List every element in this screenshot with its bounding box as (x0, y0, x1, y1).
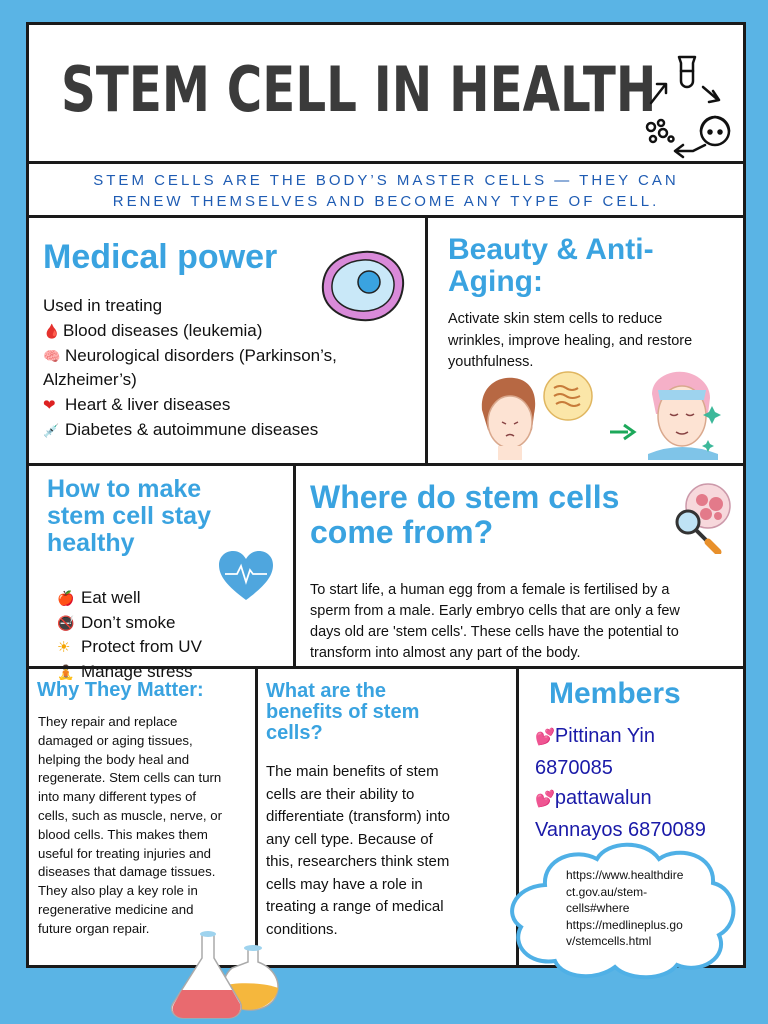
list-item (43, 418, 337, 444)
syringe-icon: 💉 (43, 423, 60, 438)
where-body (310, 580, 680, 664)
why-body-line: diseases that damage tissues. (38, 864, 216, 880)
list-item (57, 635, 202, 660)
medical-list (43, 319, 337, 444)
benefits-body-line: cells may have a role in (266, 875, 423, 893)
list-item-text: Heart & liver diseases (65, 394, 231, 414)
beauty-body-line: wrinkles, improve healing, and restore (448, 332, 693, 349)
member-id: Vannayos 6870089 (535, 819, 706, 841)
why-section (29, 669, 255, 965)
why-body-line: regenerate. Stem cells can turn (38, 770, 222, 786)
list-item-text: Don’t smoke (81, 612, 176, 632)
hearts-icon: 💕 (535, 791, 555, 808)
source-link-line[interactable]: cells#where (566, 901, 630, 915)
hearts-icon: 💕 (535, 729, 555, 746)
benefits-body-line: cells are their ability to (266, 785, 415, 803)
list-item (57, 611, 202, 636)
why-body-line: cells, such as muscle, nerve, or (38, 807, 222, 823)
sources-text (566, 867, 683, 950)
medical-title: Medical power (43, 238, 278, 276)
where-title (310, 480, 619, 550)
list-item-text: Diabetes & autoimmune diseases (65, 420, 319, 439)
benefits-title-line: benefits of stem (266, 701, 420, 723)
meditation-icon: 🧘 (57, 663, 75, 680)
why-body-line: helping the body heal and (38, 751, 190, 767)
where-body-line: days old are 'stem cells'. These cells have the potential to (310, 624, 679, 640)
beauty-body (448, 309, 692, 374)
benefits-body-line: The main benefits of stem (266, 763, 439, 780)
list-item-text: Eat well (81, 588, 141, 607)
beauty-body-line: Activate skin stem cells to reduce (448, 311, 663, 327)
benefits-title (266, 681, 419, 744)
why-body (38, 713, 222, 939)
where-body-line: transform into almost any part of the body. (310, 645, 581, 661)
source-link-line[interactable]: ct.gov.au/stem- (566, 884, 648, 899)
members-list (535, 721, 706, 845)
benefits-section (258, 669, 516, 965)
member-item (535, 721, 706, 753)
source-link-line[interactable]: https://medlineplus.go (566, 917, 683, 932)
where-title-line: come from? (310, 514, 494, 550)
healthy-title (47, 476, 211, 557)
benefits-body-line: any cell type. Because of (266, 830, 433, 848)
header-divider (29, 161, 743, 164)
beauty-title-line: Beauty & Anti- (448, 233, 654, 266)
benefits-title-line: cells? (266, 722, 323, 744)
list-item-text: Neurological disorders (Parkinson’s, (65, 345, 337, 365)
beauty-body-line: youthfulness. (448, 354, 534, 370)
medical-intro: Used in treating (43, 296, 163, 315)
apple-icon: 🍎 (57, 590, 75, 606)
benefits-body-line: differentiate (transform) into (266, 808, 450, 825)
page-title: STEM CELL IN HEALTH (61, 53, 657, 126)
benefits-title-line: What are the (266, 680, 387, 702)
where-section (296, 466, 743, 666)
why-body-line: future organ repair. (38, 920, 150, 936)
list-item-text: Blood diseases (leukemia) (63, 321, 263, 340)
members-title: Members (549, 677, 681, 710)
cell-icon (319, 248, 407, 324)
where-body-line: To start life, a human egg from a female is fertilised by a (310, 582, 670, 598)
member-item (535, 783, 706, 815)
tagline-line: RENEW THEMSELVES AND BECOME ANY TYPE OF CELL. (112, 193, 660, 210)
healthy-title-line: stem cell stay (47, 502, 211, 530)
heart-icon: ❤ (43, 396, 56, 414)
list-item-text: Alzheimer’s) (43, 370, 137, 389)
list-item (57, 586, 202, 611)
member-id: 6870085 (535, 757, 613, 779)
healthy-title-line: How to make (47, 475, 202, 503)
beauty-title (448, 234, 654, 298)
source-link-line[interactable]: https://www.healthdire (566, 868, 684, 882)
medical-section (29, 218, 425, 463)
why-body-line: regenerative medicine and (38, 901, 194, 917)
list-item (43, 368, 337, 393)
benefits-body (266, 761, 450, 941)
brain-icon: 🧠 (43, 347, 61, 364)
healthy-section (29, 466, 292, 681)
where-body-line: sperm from a male. Early embryo cells that are only a few (310, 603, 680, 619)
sun-icon: ☀ (57, 639, 71, 656)
skincare-face-illustration (472, 370, 722, 460)
why-body-line: They also play a key role in (38, 883, 198, 899)
list-item (43, 319, 337, 344)
flasks-illustration (162, 928, 286, 1020)
source-link-line[interactable]: v/stemcells.html (566, 934, 652, 948)
benefits-body-line: treating a range of medical (266, 898, 444, 915)
list-item (43, 344, 337, 369)
beauty-title-line: Aging: (448, 265, 543, 298)
no-smoking-icon: 🚭 (57, 614, 75, 631)
why-body-line: into many different types of (38, 789, 197, 805)
why-body-line: They repair and replace (38, 714, 178, 729)
tagline (29, 170, 743, 212)
microscope-cells-icon (668, 482, 738, 554)
why-title: Why They Matter: (37, 679, 204, 701)
healthy-title-line: healthy (47, 529, 135, 557)
member-name: pattawalun (554, 787, 652, 809)
benefits-body-line: this, researchers think stem (266, 853, 450, 870)
heartbeat-heart-icon (217, 550, 275, 602)
blood-drop-icon: 🩸 (43, 323, 61, 339)
member-name: Pittinan Yin (554, 725, 655, 747)
stem-cell-cycle-icon (637, 47, 737, 159)
beauty-section (428, 218, 743, 463)
benefits-body-line: conditions. (266, 920, 338, 938)
why-body-line: blood cells. This makes them (38, 826, 208, 842)
list-item-text: Protect from UV (81, 637, 202, 656)
where-title-line: Where do stem cells (310, 479, 620, 515)
poster (26, 22, 746, 968)
tagline-line: STEM CELLS ARE THE BODY’S MASTER CELLS — THEY CAN (93, 172, 679, 189)
list-item (43, 393, 337, 419)
why-body-line: damaged or aging tissues, (38, 732, 193, 748)
why-body-line: useful for treating injuries and (38, 845, 212, 861)
list-item-text: Manage stress (81, 661, 193, 681)
